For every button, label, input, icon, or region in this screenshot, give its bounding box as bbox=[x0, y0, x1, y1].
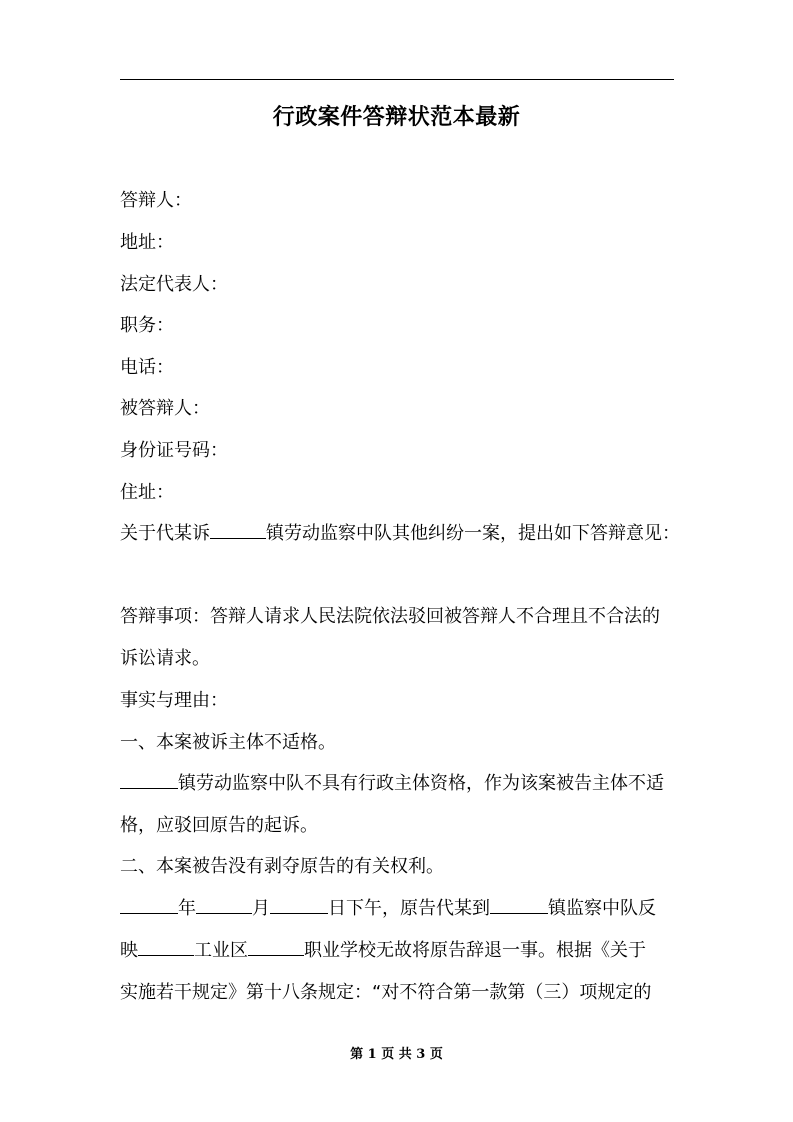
point1-line-1 bbox=[120, 772, 664, 796]
fill-blank bbox=[120, 897, 178, 914]
matters-line-1: 答辩事项：答辩人请求人民法院依法驳回被答辩人不合理且不合法的 bbox=[120, 606, 660, 627]
fill-blank bbox=[248, 939, 304, 956]
point2-heading: 二、本案被告没有剥夺原告的有关权利。 bbox=[120, 856, 444, 877]
fill-blank bbox=[138, 939, 194, 956]
day-text: 日下午，原告代某到 bbox=[328, 898, 490, 919]
point2-line-3: 实施若干规定》第十八条规定：“对不符合第一款第（三）项规定的 bbox=[120, 982, 652, 1003]
field-respondent: 答辩人： bbox=[120, 190, 192, 211]
header-rule bbox=[120, 79, 674, 80]
intro-line bbox=[120, 522, 680, 546]
month-label: 月 bbox=[252, 898, 270, 919]
field-phone: 电话： bbox=[120, 357, 174, 378]
field-claimant: 被答辩人： bbox=[120, 398, 210, 419]
fill-blank bbox=[270, 897, 328, 914]
page-footer: 第 1 页 共 3 页 bbox=[350, 1047, 443, 1062]
field-id-number: 身份证号码： bbox=[120, 440, 228, 461]
field-position: 职务： bbox=[120, 315, 174, 336]
matters-line-2: 诉讼请求。 bbox=[120, 648, 210, 669]
intro-after: 镇劳动监察中队其他纠纷一案，提出如下答辩意见： bbox=[266, 523, 680, 544]
fill-blank bbox=[490, 897, 548, 914]
fill-blank bbox=[196, 897, 252, 914]
fill-blank bbox=[120, 772, 178, 789]
facts-heading: 事实与理由： bbox=[120, 690, 228, 711]
point1-line-2: 格，应驳回原告的起诉。 bbox=[120, 815, 318, 836]
field-residence: 住址： bbox=[120, 482, 174, 503]
point2-line-1 bbox=[120, 897, 656, 921]
point2-line1-end: 镇监察中队反 bbox=[548, 898, 656, 919]
year-label: 年 bbox=[178, 898, 196, 919]
document-title: 行政案件答辩状范本最新 bbox=[272, 105, 521, 130]
point2-line-2 bbox=[120, 939, 646, 963]
intro-before: 关于代某诉 bbox=[120, 523, 210, 544]
point1-heading: 一、本案被诉主体不适格。 bbox=[120, 732, 336, 753]
fill-blank bbox=[210, 522, 266, 539]
point1-text-1: 镇劳动监察中队不具有行政主体资格，作为该案被告主体不适 bbox=[178, 773, 664, 794]
field-legal-rep: 法定代表人： bbox=[120, 274, 228, 295]
point2-line2-end: 职业学校无故将原告辞退一事。根据《关于 bbox=[304, 940, 646, 961]
point2-line2-start: 映 bbox=[120, 940, 138, 961]
field-address: 地址： bbox=[120, 232, 174, 253]
point2-line2-mid: 工业区 bbox=[194, 940, 248, 961]
